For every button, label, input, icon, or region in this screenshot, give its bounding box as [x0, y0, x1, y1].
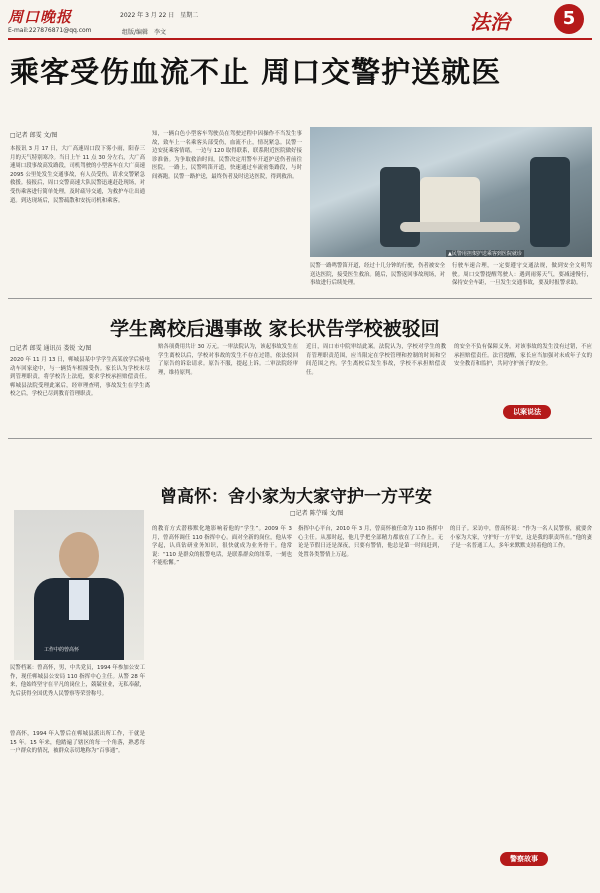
- story1-column-1: 本报讯 3 月 17 日，大广高速周口段下雾小雨，阳春三月的天气特别寒冷。当日上午 11 点 30 分左右，大广高速周口段事故高发路段，司机驾驶的小型客车在大广高速 2095 公里处发生交通事故，有人员受伤，请求交警紧急救援。接报后，周口交警高速大队民警迅速赶赴现场，对受伤乘客进行简单处理，及时疏导交通，为救护车让出通道。到达现场后，民警疏散和安抚司机和乘客。: [10, 146, 145, 204]
- story3-headline: 曾高怀：舍小家为大家守护一方平安: [160, 487, 432, 507]
- story1-column-2: 知，一辆白色小型客车驾驶员在驾驶过程中因操作不当发生事故，致车上一名乘客头部受伤，血流不止，情况紧急。民警一边安抚乘客情绪，一边与 120 取得联系，联系附近医院做好接诊准备。为争取救治时间，民警决定用警车开道护送伤者前往医院。一路上，民警鸣笛开道，快速通过车流密集路段，与时间赛跑。民警一路护送，最终伤者及时送达医院，得到救治。: [152, 131, 302, 180]
- story2-column-2: 赔各项费用共计 30 万元。一审法院认为，该起事故发生在学生离校以后，学校对事故的发生不存在过错，依法驳回了原告的诉讼请求。原告不服，提起上诉。二审法院经审理，维持原判。: [158, 344, 298, 376]
- contact-email: E-mail:227876871@qq.com: [8, 27, 92, 34]
- section-title: 法治: [470, 10, 510, 34]
- photo-officer-figure: [380, 167, 420, 247]
- story1-column-4: 行驶车速合理，一定要遵守交通法规，做到安全文明驾驶。周口交警提醒驾驶人：遇到雨雾天气，要减速慢行，保持安全车距，一旦发生交通事故，要及时报警求助。: [452, 263, 592, 287]
- story1-photo: [310, 127, 592, 257]
- section-divider: [8, 438, 592, 439]
- story3-officer-profile: 民警档案：曾高怀，男，中共党员，1994 年参加公安工作，现任郸城县公安局 110 指挥中心主任。从警 28 年来，他始终坚守在平凡的岗位上，兢兢业业，无私奉献，先后获得全国优秀人民警察等荣誉称号。: [10, 665, 145, 697]
- story1-byline: □记者 郎雯 文/图: [10, 132, 58, 139]
- story3-column-2: 的教育方式潜移默化地影响着他的“学生”。2009 年 3 月，曾高怀调任 110 指挥中心。面对全新的岗位，他从零学起，认真钻研业务知识，很快就成为业务骨干。他常说：“110 是群众的报警电话，是联系群众的纽带，一刻也不能松懈。”: [152, 526, 292, 567]
- story2-column-3: 近日，周口市中院审结此案。法院认为，学校对学生的教育管理职责范围，应当限定在学校管理和控制的时间和空间范围之内。学生离校后发生事故，学校不承担赔偿责任。: [306, 344, 446, 376]
- portrait-shirt: [69, 580, 89, 620]
- story2-byline: □记者 郎雯 通讯员 娄锐 文/图: [10, 345, 92, 352]
- story3-column-3: 指挥中心平台，2010 年 3 月，曾高怀被任命为 110 指挥中心主任。从那时起，他几乎把全部精力都放在了工作上。无论是节假日还是深夜，只要有警情，他总是第一时间赶到，处置各类警情上万起。: [298, 526, 443, 558]
- page-editors: 组版/编辑 李文: [122, 29, 167, 36]
- story3-column-1: 曾高怀，1994 年入警后在郸城县派出所工作，干就是 15 年。15 年来，他踏遍了辖区的每一个角落，熟悉每一户群众的情况，被群众亲切地称为“百事通”。: [10, 731, 145, 755]
- story1-photo-caption: ▲民警用担架护送乘客到医院就诊: [448, 251, 522, 257]
- case-law-tag: 以案说法: [503, 405, 551, 419]
- story1-headline: 乘客受伤血流不止 周口交警护送就医: [10, 55, 502, 89]
- story2-column-1: 2020 年 11 月 13 日，郸城县某中学学生高某放学后骑电动车回家途中，与一辆货车相撞受伤。家长认为学校未尽到管理职责，将学校告上法庭，要求学校承担赔偿责任。郸城县法院受理此案后，经审理查明，事故发生在学生离校之后，学校已尽到教育管理职责。: [10, 357, 150, 398]
- section-divider: [8, 298, 592, 299]
- story1-column-3: 民警一路鸣警笛开道，经过十几分钟的行驶，伤者被安全送达医院，接受医生救治。随后，民警返回事故现场，对事故进行后续处理。: [310, 263, 445, 287]
- story2-headline: 学生离校后遇事故 家长状告学校被驳回: [110, 318, 440, 340]
- masthead-divider: [8, 38, 592, 40]
- story3-portrait-photo: [14, 510, 144, 660]
- story3-byline: □记者 陈苧瑶 文/图: [290, 510, 344, 517]
- portrait-head: [59, 532, 99, 580]
- newspaper-logo: 周口晚报: [8, 8, 73, 26]
- issue-date: 2022 年 3 月 22 日 星期二: [120, 12, 199, 19]
- story2-column-4: 的安全不负有保障义务。对该事故的发生没有过错，不应承担赔偿责任。法官提醒，家长应当加强对未成年子女的安全教育和监护，共同守护孩子的安全。: [454, 344, 592, 368]
- photo-patient-figure: [420, 177, 480, 227]
- page-number-badge: 5: [554, 4, 584, 34]
- police-story-tag: 警察故事: [500, 852, 548, 866]
- photo-officer-figure: [530, 157, 570, 247]
- portrait-caption: 工作中的曾高怀: [44, 647, 80, 653]
- photo-stretcher: [400, 222, 520, 232]
- story3-column-4: 的日子。采访中，曾高怀说：“作为一名人民警察，就要舍小家为大家，守护好一方平安，这是我的职责所在。”他的妻子是一名普通工人，多年来默默支持着他的工作。: [450, 526, 592, 550]
